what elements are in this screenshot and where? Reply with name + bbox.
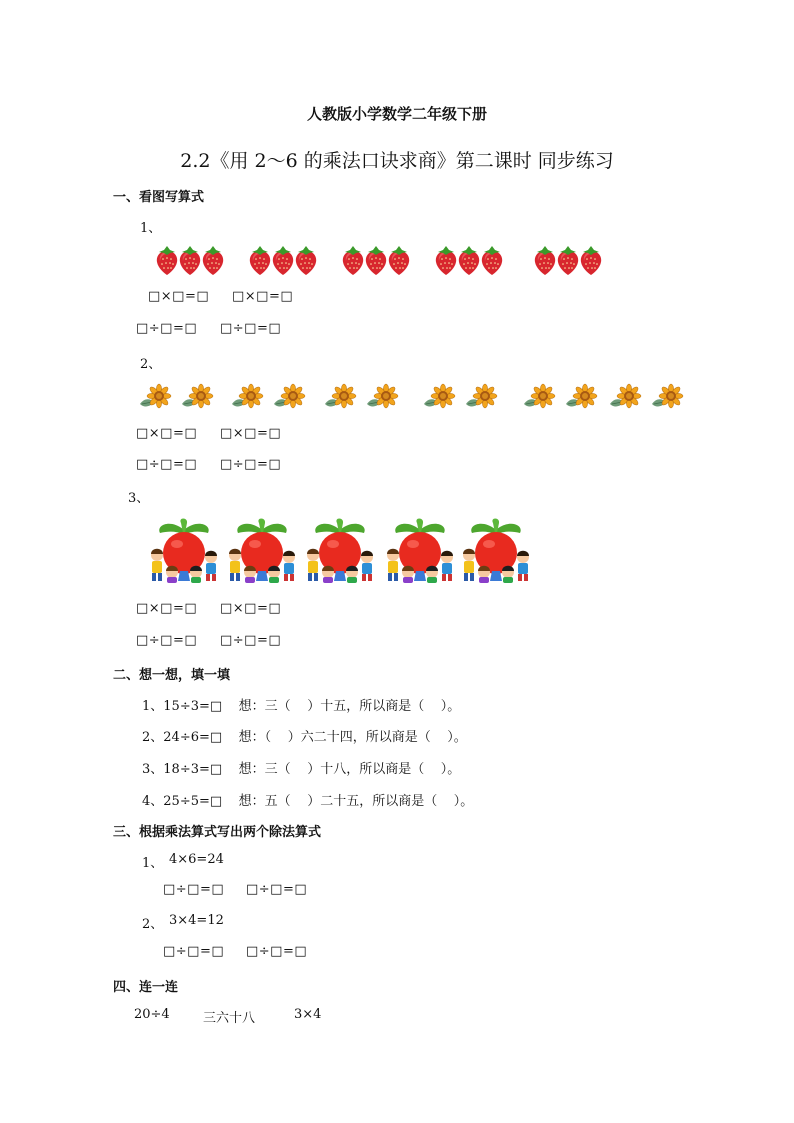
radish-group-image bbox=[148, 515, 538, 587]
question-3-label: 3、 bbox=[128, 491, 150, 506]
q1-multiply-blank-1[interactable]: □×□=□ bbox=[148, 289, 210, 304]
s3-q2-divide-blank-2[interactable]: □÷□=□ bbox=[246, 944, 308, 959]
q1-divide-blank-1[interactable]: □÷□=□ bbox=[136, 321, 198, 336]
radish-kids-icon bbox=[463, 519, 529, 584]
page-subtitle: 2.2《用 2～6 的乘法口诀求商》第二课时 同步练习 bbox=[180, 150, 614, 172]
strawberry-icon bbox=[296, 246, 316, 275]
s3-q1-divide-blank-2[interactable]: □÷□=□ bbox=[246, 882, 308, 897]
section-2-heading: 二、想一想，填一填 bbox=[113, 668, 231, 683]
strawberry-icon bbox=[203, 246, 223, 275]
sunflower-icon bbox=[367, 384, 398, 408]
q2-divide-blank-1[interactable]: □÷□=□ bbox=[136, 457, 198, 472]
sunflower-icon bbox=[325, 384, 356, 408]
strawberry-icon bbox=[436, 246, 456, 275]
question-2-label: 2、 bbox=[140, 357, 162, 372]
strawberry-group-image bbox=[150, 245, 610, 277]
strawberry-icon bbox=[535, 246, 555, 275]
sunflower-icon bbox=[182, 384, 213, 408]
strawberry-icon bbox=[273, 246, 293, 275]
match-item-1[interactable]: 20÷4 bbox=[134, 1007, 170, 1022]
q1-multiply-blank-2[interactable]: □×□=□ bbox=[232, 289, 294, 304]
sunflower-icon bbox=[610, 384, 641, 408]
match-item-3[interactable]: 3×4 bbox=[294, 1007, 322, 1022]
section-1-heading: 一、看图写算式 bbox=[113, 190, 205, 205]
strawberry-icon bbox=[180, 246, 200, 275]
sunflower-icon bbox=[274, 384, 305, 408]
s3-q2-divide-blank-1[interactable]: □÷□=□ bbox=[163, 944, 225, 959]
match-item-2[interactable]: 三六十八 bbox=[203, 1011, 256, 1026]
strawberry-icon bbox=[157, 246, 177, 275]
page-title: 人教版小学数学二年级下册 bbox=[306, 105, 487, 123]
strawberry-icon bbox=[482, 246, 502, 275]
sunflower-icon bbox=[652, 384, 683, 408]
strawberry-icon bbox=[581, 246, 601, 275]
strawberry-icon bbox=[389, 246, 409, 275]
sunflower-icon bbox=[140, 384, 171, 408]
radish-kids-icon bbox=[387, 519, 453, 584]
radish-kids-icon bbox=[307, 519, 373, 584]
fill-item-1[interactable]: 1、15÷3=□ 想：三（ ）十五，所以商是（ ）。 bbox=[142, 699, 461, 714]
fill-item-4[interactable]: 4、25÷5=□ 想：五（ ）二十五，所以商是（ ）。 bbox=[142, 794, 474, 809]
sunflower-icon bbox=[466, 384, 497, 408]
question-1-label: 1、 bbox=[140, 221, 162, 236]
q2-multiply-blank-2[interactable]: □×□=□ bbox=[220, 426, 282, 441]
strawberry-icon bbox=[250, 246, 270, 275]
sunflower-icon bbox=[424, 384, 455, 408]
q3-multiply-blank-1[interactable]: □×□=□ bbox=[136, 601, 198, 616]
fill-item-2[interactable]: 2、24÷6=□ 想：（ ）六二十四，所以商是（ ）。 bbox=[142, 730, 467, 745]
q2-multiply-blank-1[interactable]: □×□=□ bbox=[136, 426, 198, 441]
sunflower-icon bbox=[524, 384, 555, 408]
strawberry-icon bbox=[366, 246, 386, 275]
sunflower-icon bbox=[232, 384, 263, 408]
strawberry-icon bbox=[459, 246, 479, 275]
s3-question-2-label: 2、 bbox=[142, 917, 164, 932]
strawberry-icon bbox=[343, 246, 363, 275]
q2-divide-blank-2[interactable]: □÷□=□ bbox=[220, 457, 282, 472]
radish-kids-icon bbox=[151, 519, 217, 584]
q1-divide-blank-2[interactable]: □÷□=□ bbox=[220, 321, 282, 336]
s3-question-1-label: 1、 bbox=[142, 856, 164, 871]
sunflower-group-image bbox=[138, 383, 698, 411]
q3-divide-blank-1[interactable]: □÷□=□ bbox=[136, 633, 198, 648]
section-4-heading: 四、连一连 bbox=[113, 980, 179, 995]
q3-divide-blank-2[interactable]: □÷□=□ bbox=[220, 633, 282, 648]
sunflower-icon bbox=[566, 384, 597, 408]
section-3-heading: 三、根据乘法算式写出两个除法算式 bbox=[113, 825, 322, 840]
q3-multiply-blank-2[interactable]: □×□=□ bbox=[220, 601, 282, 616]
fill-item-3[interactable]: 3、18÷3=□ 想：三（ ）十八，所以商是（ ）。 bbox=[142, 762, 461, 777]
strawberry-icon bbox=[558, 246, 578, 275]
radish-kids-icon bbox=[229, 519, 295, 584]
s3-question-2-equation: 3×4=12 bbox=[169, 913, 224, 928]
s3-question-1-equation: 4×6=24 bbox=[169, 852, 224, 867]
s3-q1-divide-blank-1[interactable]: □÷□=□ bbox=[163, 882, 225, 897]
